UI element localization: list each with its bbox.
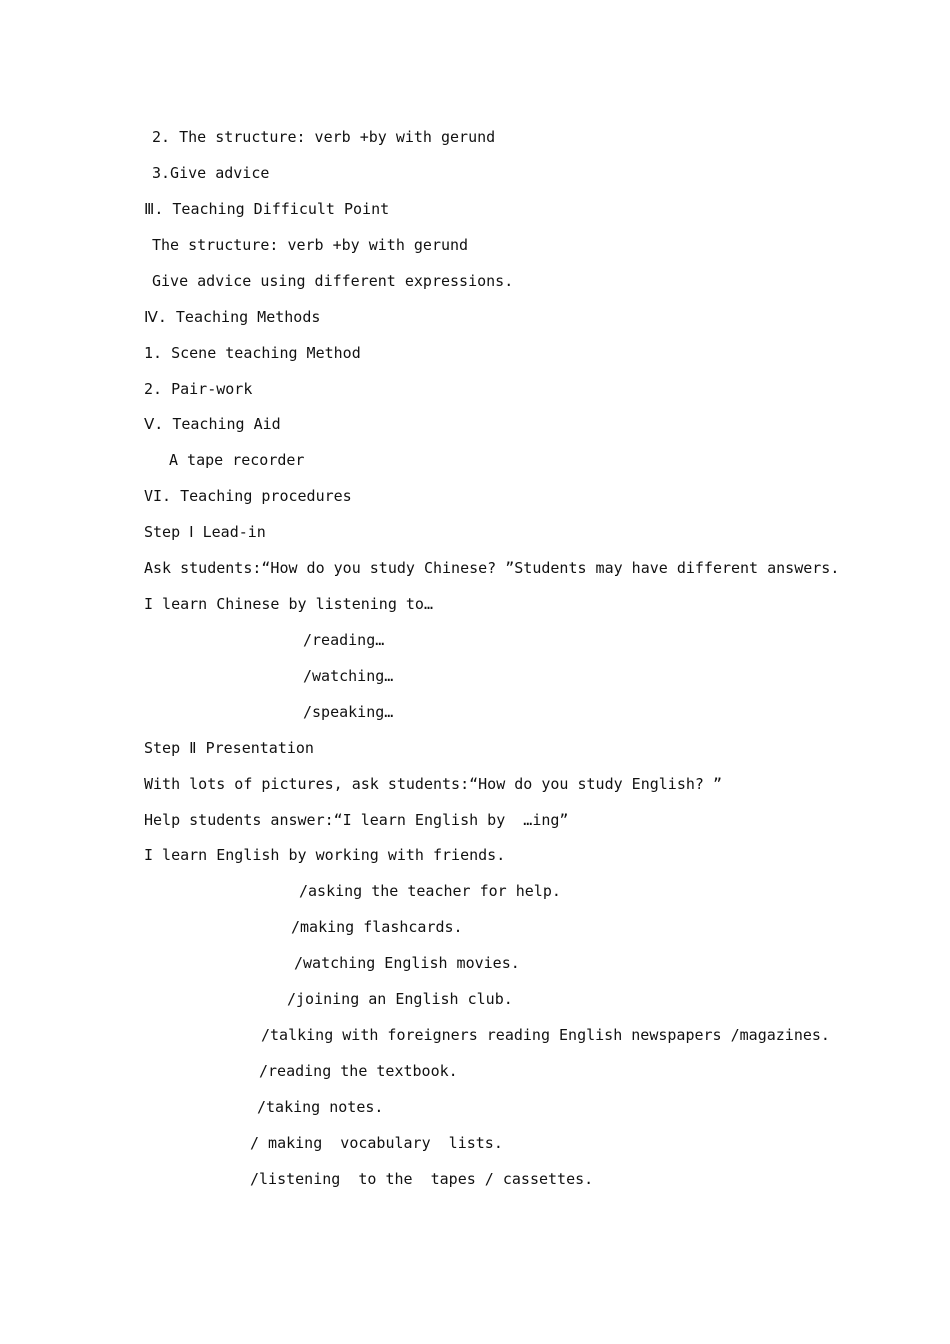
text-line: 2. The structure: verb +by with gerund	[152, 128, 496, 146]
text-line: With lots of pictures, ask students:“How do you study English? ”	[144, 775, 722, 793]
text-line: /talking with foreigners reading English newspapers /magazines.	[261, 1026, 830, 1044]
section-heading: Ⅳ. Teaching Methods	[144, 308, 321, 326]
text-line: 2. Pair-work	[144, 380, 253, 398]
text-line: I learn English by working with friends.	[144, 846, 506, 864]
text-line: /listening to the tapes / cassettes.	[250, 1170, 594, 1188]
text-line: /joining an English club.	[287, 990, 513, 1008]
text-line: A tape recorder	[169, 451, 305, 469]
section-heading: VI. Teaching procedures	[144, 487, 352, 505]
text-line: /asking the teacher for help.	[299, 882, 561, 900]
text-line: / making vocabulary lists.	[250, 1134, 503, 1152]
text-line: The structure: verb +by with gerund	[152, 236, 469, 254]
text-line: /making flashcards.	[291, 918, 463, 936]
text-line: 3.Give advice	[152, 164, 270, 182]
section-heading: Ⅲ. Teaching Difficult Point	[144, 200, 390, 218]
text-line: Help students answer:“I learn English by …ing”	[144, 811, 569, 829]
text-line: Give advice using different expressions.	[152, 272, 514, 290]
text-line: /speaking…	[303, 703, 394, 721]
step-heading: Step Ⅰ Lead-in	[144, 523, 266, 541]
text-line: Ask students:“How do you study Chinese? ”Students may have different answers.	[144, 559, 840, 577]
text-line: /reading the textbook.	[259, 1062, 458, 1080]
step-heading: Step Ⅱ Presentation	[144, 739, 314, 757]
text-line: /watching English movies.	[294, 954, 520, 972]
section-heading: Ⅴ. Teaching Aid	[144, 415, 281, 433]
text-line: 1. Scene teaching Method	[144, 344, 361, 362]
text-line: I learn Chinese by listening to…	[144, 595, 433, 613]
text-line: /reading…	[303, 631, 385, 649]
text-line: /taking notes.	[257, 1098, 384, 1116]
text-line: /watching…	[303, 667, 394, 685]
